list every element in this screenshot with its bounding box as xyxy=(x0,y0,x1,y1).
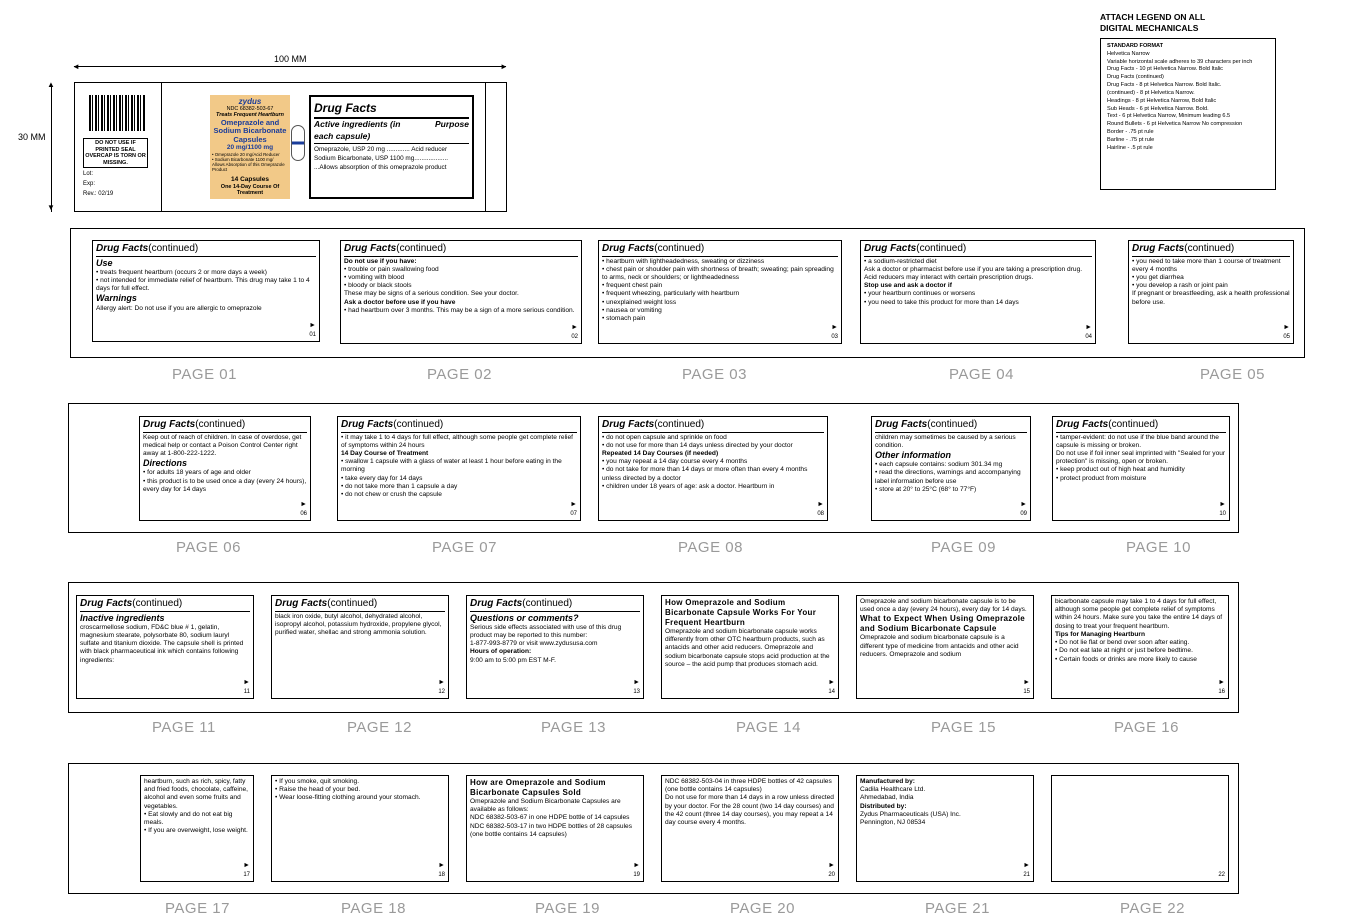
panel-number: 03 xyxy=(831,333,838,340)
lot-label: Lot: xyxy=(83,171,94,177)
page-label: PAGE 15 xyxy=(931,719,996,736)
page-panel-12 xyxy=(271,595,449,699)
legend-line: Variable horizontal scale adheres to 39 characters per inch xyxy=(1107,58,1253,65)
panel-header xyxy=(864,243,1092,257)
page-panel-10 xyxy=(1052,416,1230,521)
panel-text: • your heartburn continues or worsens xyxy=(864,290,976,298)
arrow-left-icon: ◄ xyxy=(72,62,80,71)
capsule-count: 14 Capsules xyxy=(231,176,269,184)
page-panel-17 xyxy=(140,775,254,882)
legend-line: Barline - .75 pt rule xyxy=(1107,136,1155,143)
panel-header xyxy=(602,243,838,257)
legend-line: Drug Facts (continued) xyxy=(1107,74,1164,81)
next-arrow-icon: ► xyxy=(1085,324,1092,332)
panel-header xyxy=(1132,243,1290,257)
page-panel-14 xyxy=(661,595,839,699)
page-label: PAGE 12 xyxy=(347,719,412,736)
panel-text: Distributed by: xyxy=(860,802,907,810)
panel-text: • you may repeat a 14 day course every 4 months xyxy=(602,458,748,466)
page-panel-18 xyxy=(271,775,449,882)
bullet-1: • Omeprazole 20 mg/Acid Reducer xyxy=(212,151,280,157)
panel-text: Do not use for more than 14 days in a row unless directed by your doctor. For the 28 count (two 14 day courses) and the 42 count (three 14 day courses), you may repeat a 14 day course every 4 months. xyxy=(665,794,834,827)
page-panel-02 xyxy=(340,240,582,344)
page-label: PAGE 03 xyxy=(682,366,747,383)
page-panel-19 xyxy=(466,775,644,882)
panel-number: 04 xyxy=(1085,333,1092,340)
page-panel-08 xyxy=(598,416,828,521)
panel-header xyxy=(1056,419,1226,433)
panel-title: Drug Facts xyxy=(344,243,397,254)
page-panel-13 xyxy=(466,595,644,699)
page-panel-01 xyxy=(92,240,320,342)
page-label: PAGE 02 xyxy=(427,366,492,383)
panel-number: 09 xyxy=(1020,510,1027,517)
panel-text: • protect product from moisture xyxy=(1056,474,1147,482)
panel-text: Questions or comments? xyxy=(470,612,579,623)
panel-number: 12 xyxy=(438,688,445,695)
product-name: Omeprazole and Sodium Bicarbonate Capsules xyxy=(213,117,287,144)
next-arrow-icon: ► xyxy=(1023,862,1030,870)
panel-continued: (continued) xyxy=(654,419,705,430)
panel-text: How are Omeprazole and Sodium Bicarbonate Capsules Sold xyxy=(470,778,606,797)
panel-title: Drug Facts xyxy=(143,419,196,430)
panel-continued: (continued) xyxy=(927,419,978,430)
page-label: PAGE 08 xyxy=(678,539,743,556)
page-label: PAGE 19 xyxy=(535,900,600,917)
page-label: PAGE 09 xyxy=(931,539,996,556)
panel-text: If pregnant or breastfeeding, ask a health professional before use. xyxy=(1132,290,1290,306)
exp-label: Exp: xyxy=(83,181,96,187)
legend-box xyxy=(1100,38,1276,190)
active-line-3: ...Allows absorption of this omeprazole product xyxy=(314,163,447,171)
next-arrow-icon: ► xyxy=(300,501,307,509)
panel-text: • swallow 1 capsule with a glass of water at least 1 hour before eating in the morning xyxy=(341,458,562,474)
panel-title: Drug Facts xyxy=(602,419,655,430)
page-panel-20 xyxy=(661,775,839,882)
panel-text: Manufactured by: xyxy=(860,778,915,785)
next-arrow-icon: ► xyxy=(831,324,838,332)
capsule-icon xyxy=(291,125,305,161)
page-label: PAGE 05 xyxy=(1200,366,1265,383)
panel-text: • for adults 18 years of age and older xyxy=(143,469,251,477)
page-panel-07 xyxy=(337,416,581,521)
panel-continued: (continued) xyxy=(327,598,378,609)
page-label: PAGE 16 xyxy=(1114,719,1179,736)
next-arrow-icon: ► xyxy=(828,862,835,870)
legend-line: Sub Heads - 6 pt Helvetica Narrow. Bold. xyxy=(1107,105,1209,112)
panel-text: • trouble or pain swallowing food xyxy=(344,265,439,273)
active-line-1: Omeprazole, USP 20 mg ............. Acid reducer xyxy=(314,145,448,153)
panel-text: How Omeprazole and Sodium Bicarbonate Capsule Works For Your Frequent Heartburn xyxy=(665,598,817,627)
panel-text: • not intended for immediate relief of heartburn. This drug may take 1 to 4 days for full effect. xyxy=(96,276,310,293)
next-arrow-icon: ► xyxy=(571,324,578,332)
width-label: 100 MM xyxy=(274,54,307,64)
page-label: PAGE 20 xyxy=(730,900,795,917)
panel-text: • you get diarrhea xyxy=(1132,273,1184,281)
panel-number: 05 xyxy=(1283,333,1290,340)
next-arrow-icon: ► xyxy=(633,862,640,870)
page-panel-16 xyxy=(1051,595,1229,699)
next-arrow-icon: ► xyxy=(1020,501,1027,509)
next-arrow-icon: ► xyxy=(1023,679,1030,687)
panel-header xyxy=(470,598,640,612)
height-dimension-line xyxy=(51,84,52,212)
panel-text: • do not use for more than 14 days unless directed by your doctor xyxy=(602,441,793,449)
barcode xyxy=(89,95,145,131)
panel-text: • this product is to be used once a day (every 24 hours), every day for 14 days xyxy=(143,477,307,493)
panel-number: 08 xyxy=(817,510,824,517)
panel-continued: (continued) xyxy=(916,243,967,254)
panel-text: Directions xyxy=(143,458,188,469)
panel-text: • tamper-evident: do not use if the blue band around the capsule is missing or broken. xyxy=(1056,433,1219,449)
page-label: PAGE 14 xyxy=(736,719,801,736)
next-arrow-icon: ► xyxy=(309,322,316,330)
height-label: 30 MM xyxy=(18,132,46,142)
panel-text: • store at 20° to 25°C (68° to 77°F) xyxy=(875,485,977,493)
next-arrow-icon: ► xyxy=(1219,501,1226,509)
panel-text: Serious side effects associated with use of this drug product may be reported to this number: xyxy=(470,623,622,639)
panel-header xyxy=(96,243,316,257)
panel-text: • do not open capsule and sprinkle on food xyxy=(602,433,727,441)
next-arrow-icon: ► xyxy=(438,679,445,687)
panel-title: Drug Facts xyxy=(1056,419,1109,430)
panel-number: 11 xyxy=(243,688,250,695)
rev-label: Rev.: 02/19 xyxy=(83,191,114,197)
page-label: PAGE 07 xyxy=(432,539,497,556)
panel-text: 14 Day Course of Treatment xyxy=(341,449,429,457)
width-dimension-line xyxy=(74,66,506,67)
panel-continued: (continued) xyxy=(1184,243,1235,254)
page-panel-22 xyxy=(1051,775,1229,882)
panel-text: NDC 68382-503-17 in two HDPE bottles of 28 capsules (one bottle contains 14 capsules) xyxy=(470,822,633,838)
panel-number: 18 xyxy=(438,871,445,878)
panel-continued: (continued) xyxy=(522,598,573,609)
arrow-down-icon: ▼ xyxy=(47,203,55,212)
panel-text: Ahmedabad, India xyxy=(860,794,914,802)
panel-title: Drug Facts xyxy=(80,598,133,609)
panel-title: Drug Facts xyxy=(275,598,328,609)
panel-text: • vomiting with blood xyxy=(344,273,405,281)
panel-text: Pennington, NJ 08534 xyxy=(860,819,926,827)
panel-text: • Eat slowly and do not eat big meals. xyxy=(144,810,233,827)
panel-text: Inactive ingredients xyxy=(80,612,165,623)
legend-line: (continued) - 8 pt Helvetica Narrow. xyxy=(1107,89,1195,96)
next-arrow-icon: ► xyxy=(817,501,824,509)
page-label: PAGE 10 xyxy=(1126,539,1191,556)
panel-text: Allergy alert: Do not use if you are allergic to omeprazole xyxy=(96,304,262,312)
panel-text: Omeprazole and sodium bicarbonate capsule is a different type of medicine from antacids and other acid reducers. Omeprazole and sodium xyxy=(860,634,1019,658)
page-panel-21 xyxy=(856,775,1034,882)
next-arrow-icon: ► xyxy=(828,679,835,687)
panel-continued: (continued) xyxy=(396,243,447,254)
panel-text: • If you are overweight, lose weight. xyxy=(144,827,248,835)
divider xyxy=(161,83,162,211)
drug-facts-title: Drug Facts xyxy=(314,100,469,119)
next-arrow-icon: ► xyxy=(633,679,640,687)
page-panel-09 xyxy=(871,416,1031,521)
panel-text: bicarbonate capsule may take 1 to 4 days for full effect, although some people get complete relief of symptoms within 24 hours. Make sure you take the entire 14 days of dosing to treat your frequent heartburn. xyxy=(1055,598,1223,630)
strength: 20 mg/1100 mg xyxy=(226,144,274,152)
panel-number: 14 xyxy=(828,688,835,695)
panel-title: Drug Facts xyxy=(875,419,928,430)
bullet-3: Allows Absorption of this Omeprazole Product xyxy=(212,162,285,173)
panel-title: Drug Facts xyxy=(602,243,655,254)
page-panel-15 xyxy=(856,595,1034,699)
drug-facts-panel xyxy=(309,95,474,199)
panel-text: • frequent wheezing, particularly with heartburn xyxy=(602,290,740,298)
panel-title: Drug Facts xyxy=(470,598,523,609)
panel-text: Repeated 14 Day Courses (if needed) xyxy=(602,449,719,457)
panel-text: Zydus Pharmaceuticals (USA) Inc. xyxy=(860,810,961,818)
panel-header xyxy=(275,598,445,612)
panel-continued: (continued) xyxy=(654,243,705,254)
panel-text: • you need to take this product for more than 14 days xyxy=(864,298,1019,306)
panel-text: These may be signs of a serious condition. See your doctor. xyxy=(344,290,519,298)
panel-text: children may sometimes be caused by a serious condition. xyxy=(875,433,1016,449)
panel-text: Omeprazole and Sodium Bicarbonate Capsules are available as follows: xyxy=(470,798,621,814)
page-label: PAGE 17 xyxy=(165,900,230,917)
active-line-2: Sodium Bicarbonate, USP 1100 mg................... xyxy=(314,154,449,162)
panel-text: croscarmellose sodium, FD&C blue # 1, gelatin, magnesium stearate, polysorbate 80, sodium lauryl sulfate and titanium dioxide. The capsule shell is printed with black pharmaceutical ink which contains following ingredients: xyxy=(80,623,244,664)
panel-text: • children under 18 years of age: ask a doctor. Heartburn in xyxy=(602,482,775,490)
panel-text: • do not take for more than 14 days or more often than every 4 months unless directed by a doctor xyxy=(602,466,808,482)
legend-title-line1: ATTACH LEGEND ON ALL xyxy=(1100,12,1206,22)
next-arrow-icon: ► xyxy=(438,862,445,870)
panel-number: 20 xyxy=(828,871,835,878)
next-arrow-icon: ► xyxy=(1283,324,1290,332)
panel-text: Stop use and ask a doctor if xyxy=(864,282,952,290)
panel-text: • Do not lie flat or bend over soon after eating. xyxy=(1055,639,1190,647)
legend-line: Drug Facts - 8 pt Helvetica Narrow. Bold Italic. xyxy=(1107,82,1222,89)
panel-number: 10 xyxy=(1219,510,1226,517)
active-ingredients-heading: Active ingredients (in each capsule) xyxy=(314,118,401,141)
seal-warning: DO NOT USE IF PRINTED SEAL OVERCAP IS TORN OR MISSING. xyxy=(83,138,148,168)
page-label: PAGE 04 xyxy=(949,366,1014,383)
panel-title: Drug Facts xyxy=(1132,243,1185,254)
next-arrow-icon: ► xyxy=(1218,679,1225,687)
panel-text: • stomach pain xyxy=(602,315,646,323)
arrow-up-icon: ▲ xyxy=(47,80,55,89)
panel-text: NDC 68382-503-04 in three HDPE bottles of 42 capsules (one bottle contains 14 capsules) xyxy=(665,778,832,794)
panel-number: 01 xyxy=(309,331,316,338)
legend-line: Border - .75 pt rule xyxy=(1107,129,1154,136)
panel-text: Ask a doctor or pharmacist before use if you are taking a prescription drug. Acid reducers may interact with certain prescription drugs. xyxy=(864,265,1083,281)
panel-continued: (continued) xyxy=(195,419,246,430)
panel-text: • Certain foods or drinks are more likely to cause xyxy=(1055,655,1197,663)
next-arrow-icon: ► xyxy=(570,501,577,509)
panel-text: • do not chew or crush the capsule xyxy=(341,491,442,499)
panel-text: • bloody or black stools xyxy=(344,282,412,290)
main-label xyxy=(74,82,507,212)
panel-text: Ask a doctor before use if you have xyxy=(344,298,456,306)
page-label: PAGE 01 xyxy=(172,366,237,383)
course-text: One 14-Day Course Of Treatment xyxy=(220,183,280,196)
panel-number: 06 xyxy=(300,510,307,517)
panel-text: NDC 68382-503-67 in one HDPE bottle of 14 capsules xyxy=(470,814,630,822)
panel-title: Drug Facts xyxy=(96,243,149,254)
page-label: PAGE 13 xyxy=(541,719,606,736)
panel-text: • If you smoke, quit smoking. xyxy=(275,778,360,785)
panel-header xyxy=(875,419,1027,433)
brand-logo: zydus xyxy=(238,97,262,106)
panel-number: 07 xyxy=(570,510,577,517)
next-arrow-icon: ► xyxy=(243,679,250,687)
panel-text: heartburn, such as rich, spicy, fatty and fried foods, chocolate, caffeine, alcohol and even some fruits and vegetables. xyxy=(144,778,248,810)
panel-text: 1-877-993-8779 or visit www.zydususa.com xyxy=(470,640,598,648)
panel-text: • Do not eat late at night or just before bedtime. xyxy=(1055,647,1193,655)
panel-text: Tips for Managing Heartburn xyxy=(1055,630,1145,638)
panel-text: Omeprazole and sodium bicarbonate capsule works differently from other OTC heartburn products, such as antacids and other acid reducers. Omeprazole and sodium bicarbonate capsule stops acid production at the source – the acid pump that produces stomach acid. xyxy=(665,628,830,668)
panel-text: • had heartburn over 3 months. This may be a sign of a more serious condition. xyxy=(344,306,575,314)
panel-text: Use xyxy=(96,257,113,268)
panel-number: 22 xyxy=(1218,871,1225,878)
panel-number: 02 xyxy=(571,333,578,340)
panel-text: Warnings xyxy=(96,293,137,304)
panel-number: 17 xyxy=(243,871,250,878)
panel-number: 15 xyxy=(1023,688,1030,695)
panel-text: • unexplained weight loss xyxy=(602,298,677,306)
panel-text: • a sodium-restricted diet xyxy=(864,257,937,265)
page-panel-04 xyxy=(860,240,1096,344)
panel-text: • keep product out of high heat and humidity xyxy=(1056,466,1185,474)
panel-text: • it may take 1 to 4 days for full effect, although some people get complete relief of symptoms within 24 hours xyxy=(341,433,573,449)
panel-title: Drug Facts xyxy=(864,243,917,254)
arrow-right-icon: ► xyxy=(500,62,508,71)
panel-text: black iron oxide, butyl alcohol, dehydrated alcohol, isopropyl alcohol, potassium hydroxide, propylene glycol, purified water, shellac and strong ammonia solution. xyxy=(275,612,442,636)
page-panel-06 xyxy=(139,416,311,521)
panel-text: • nausea or vomiting xyxy=(602,306,662,314)
panel-text: Do not use if foil inner seal imprinted with "Sealed for your protection" is missing, open or broken. xyxy=(1056,449,1226,466)
panel-text: Keep out of reach of children. In case of overdose, get medical help or contact a Poison Control Center right away at 1-800-222-1222. xyxy=(143,433,302,457)
legend-line: Helvetica Narrow xyxy=(1107,50,1150,57)
page-panel-05 xyxy=(1128,240,1294,344)
panel-header xyxy=(143,419,307,433)
ndc: NDC 68382-503-67 xyxy=(226,106,274,113)
panel-text: • frequent chest pain xyxy=(602,282,663,290)
legend-line: Hairline - .5 pt rule xyxy=(1107,144,1153,151)
page-label: PAGE 11 xyxy=(152,719,216,736)
panel-title: Drug Facts xyxy=(341,419,394,430)
legend-line: Round Bullets - 6 pt Helvetica Narrow No compression xyxy=(1107,121,1243,128)
panel-text: • each capsule contains: sodium 301.34 mg xyxy=(875,461,1003,469)
page-label: PAGE 22 xyxy=(1120,900,1185,917)
panel-text: • treats frequent heartburn (occurs 2 or more days a week) xyxy=(96,268,267,276)
panel-text: • you need to take more than 1 course of treatment every 4 months xyxy=(1132,257,1281,273)
page-panel-03 xyxy=(598,240,842,344)
panel-continued: (continued) xyxy=(148,243,199,254)
panel-header xyxy=(344,243,578,257)
panel-text: • read the directions, warnings and accompanying label information before use xyxy=(875,469,1021,485)
legend-line: STANDARD FORMAT xyxy=(1107,43,1164,49)
treats-text: Treats Frequent Heartburn xyxy=(216,112,284,119)
panel-text: • you develop a rash or joint pain xyxy=(1132,282,1228,290)
panel-text: • chest pain or shoulder pain with shortness of breath; sweating; pain spreading to arms, neck or shoulders; or lightheadedness xyxy=(602,265,834,281)
purpose-heading: Purpose xyxy=(434,118,469,129)
panel-text: What to Expect When Using Omeprazole and Sodium Bicarbonate Capsule xyxy=(860,614,1026,634)
panel-text: Do not use if you have: xyxy=(344,257,417,265)
panel-continued: (continued) xyxy=(1108,419,1159,430)
panel-text: 9:00 am to 5:00 pm EST M-F. xyxy=(470,656,556,664)
panel-text: • do not take more than 1 capsule a day xyxy=(341,482,458,490)
panel-text: Omeprazole and sodium bicarbonate capsule is to be used once a day (every 24 hours), every day for 14 days. xyxy=(860,598,1027,614)
panel-text: Hours of operation: xyxy=(470,648,532,656)
panel-continued: (continued) xyxy=(132,598,183,609)
panel-continued: (continued) xyxy=(393,419,444,430)
legend-line: Text - 6 pt Helvetica Narrow, Minimum leading 6.5 xyxy=(1107,113,1231,120)
panel-header xyxy=(80,598,250,612)
legend-title-line2: DIGITAL MECHANICALS xyxy=(1100,23,1199,34)
panel-number: 19 xyxy=(633,871,640,878)
legend-title xyxy=(1100,12,1205,34)
panel-text: • Raise the head of your bed. xyxy=(275,786,361,794)
panel-number: 13 xyxy=(633,688,640,695)
legend-line: Drug Facts - 10 pt Helvetica Narrow. Bold Italic xyxy=(1107,66,1223,73)
panel-text: • heartburn with lightheadedness, sweating or dizziness xyxy=(602,257,765,265)
panel-text: • take every day for 14 days xyxy=(341,474,423,482)
bullet-2: • Sodium Bicarbonate 1100 mg/ xyxy=(212,157,274,162)
next-arrow-icon: ► xyxy=(243,862,250,870)
panel-header xyxy=(341,419,577,433)
panel-number: 16 xyxy=(1218,688,1225,695)
page-label: PAGE 18 xyxy=(341,900,406,917)
panel-text: • Wear loose-fitting clothing around your stomach. xyxy=(275,794,421,802)
page-label: PAGE 06 xyxy=(176,539,241,556)
panel-text: Cadila Healthcare Ltd. xyxy=(860,786,926,794)
panel-text: Other information xyxy=(875,449,951,460)
front-panel xyxy=(210,95,290,199)
panel-header xyxy=(602,419,824,433)
divider xyxy=(485,83,486,211)
legend-line: Headings - 8 pt Helvetica Narrow, Bold Italic xyxy=(1107,97,1217,104)
page-label: PAGE 21 xyxy=(925,900,990,917)
panel-number: 21 xyxy=(1023,871,1030,878)
page-panel-11 xyxy=(76,595,254,699)
